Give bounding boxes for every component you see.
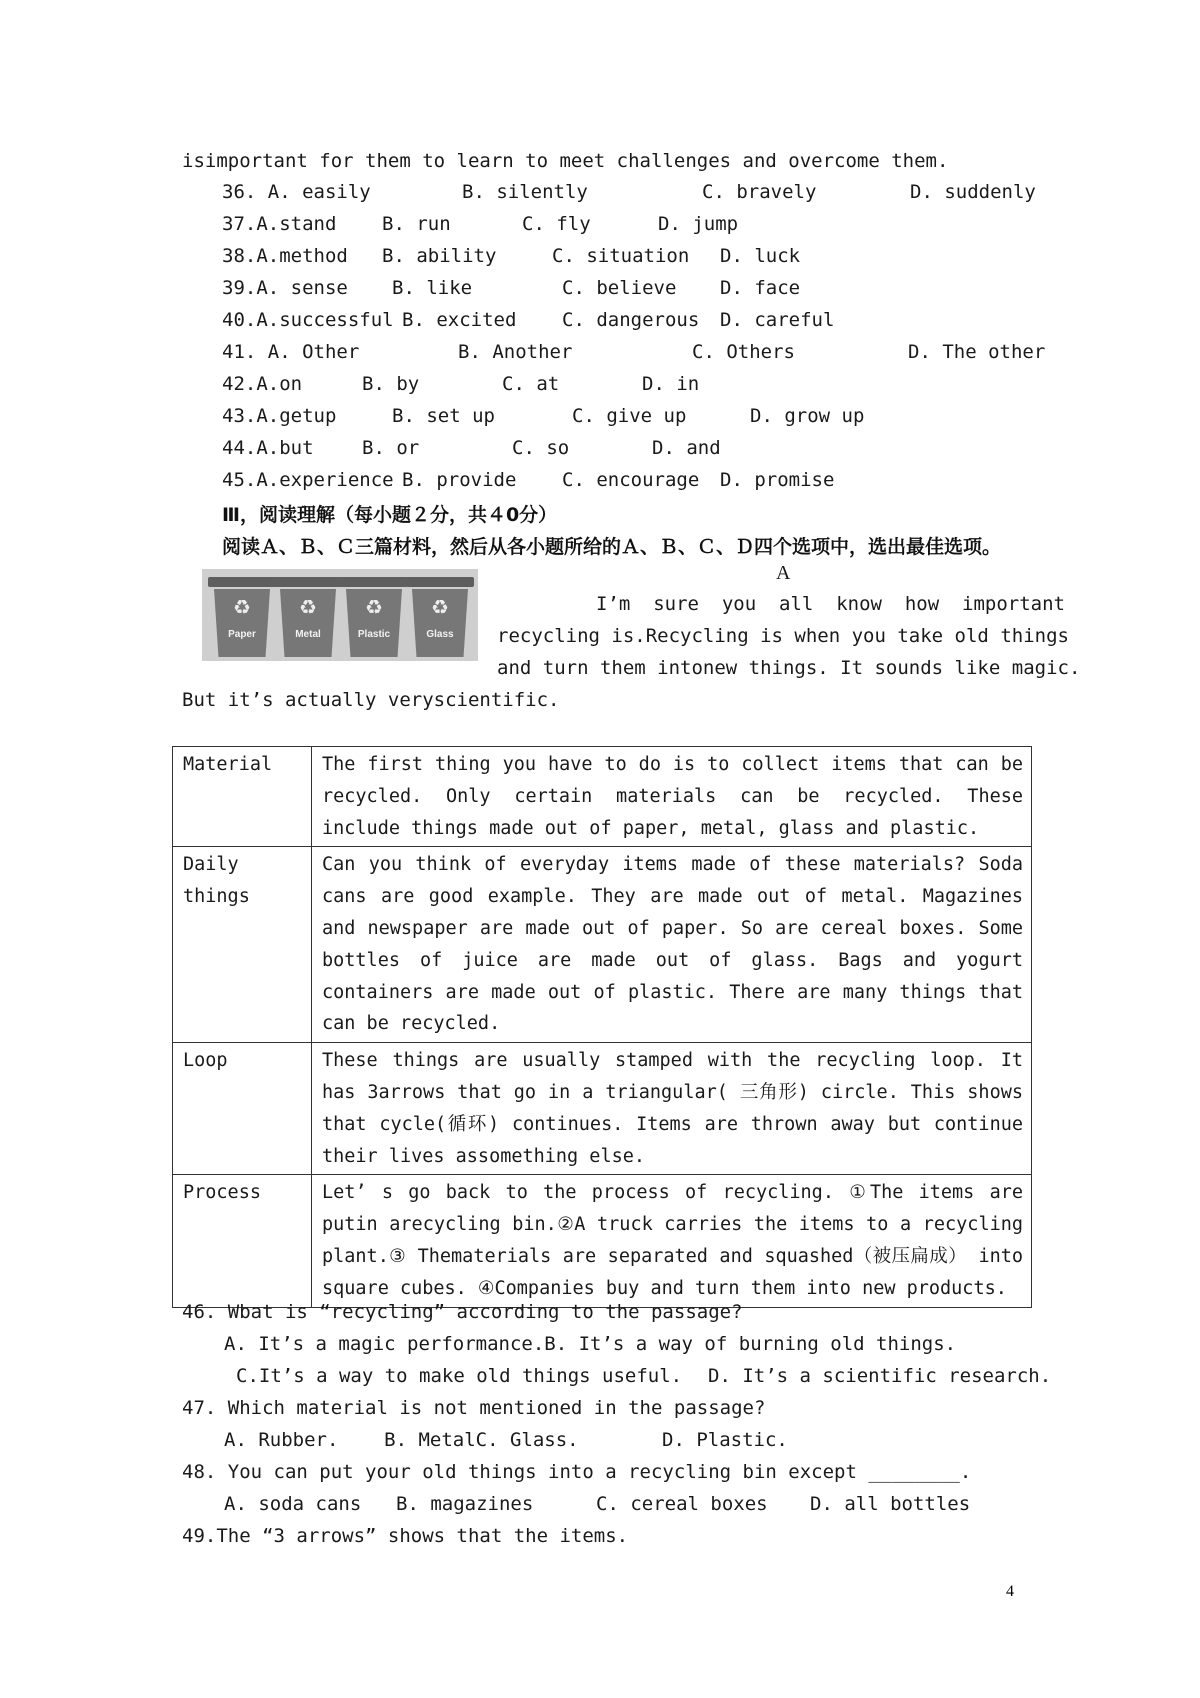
- option-40-c: C. dangerous: [562, 309, 700, 331]
- option-36-d: D. suddenly: [910, 181, 1036, 203]
- option-42-b: B. by: [362, 373, 420, 395]
- recycle-icon: ♻: [233, 595, 251, 619]
- option-40-d: D. careful: [720, 309, 835, 331]
- question-48-options: [224, 1493, 1044, 1519]
- row-body: These things are usually stamped with the recycling loop. It has 3arrows that go in a triangular( 三角形) circle. This shows that cycle(循环) continues. Items are thrown away but continue their lives assomething else.: [312, 1043, 1032, 1175]
- question-47-abc: A. Rubber. B. MetalC. Glass.: [224, 1429, 579, 1451]
- option-row-37: [222, 213, 1042, 239]
- passage-line-3: and turn them intonew things. It sounds like magic.: [497, 657, 1081, 679]
- option-43-c: C. give up: [572, 405, 687, 427]
- option-39-d: D. face: [720, 277, 801, 299]
- passage-line-2: recycling is.Recycling is when you take old things: [497, 625, 1069, 647]
- row-head: Material: [173, 747, 312, 847]
- row-body: Let’ s go back to the process of recycling. ①The items are putin arecycling bin.②A truck carries the items to a recycling plant.③ Thematerials are separated and squashed（被压扁成） into square cubes. ④Companies buy and turn them into new products.: [312, 1175, 1032, 1307]
- table-row: [173, 747, 1032, 847]
- option-45-b: B. provide: [402, 469, 517, 491]
- question-48-a: A. soda cans: [224, 1493, 362, 1515]
- option-38-b: B. ability: [382, 245, 497, 267]
- row-body: Can you think of everyday items made of these materials? Soda cans are good example. They are made out of metal. Magazines and newspaper are made out of paper. So are cereal boxes. Some bottles of juice are made out of glass. Bags and yogurt containers are made out of plastic. There are many things that can be recycled.: [312, 847, 1032, 1043]
- table-row: [173, 1175, 1032, 1307]
- row-head: Loop: [173, 1043, 312, 1175]
- intro-line: isimportant for them to learn to meet challenges and overcome them.: [182, 150, 949, 172]
- section-title: Ⅲ，阅读理解（每小题２分，共４0分）: [222, 504, 558, 526]
- question-46-c: C.It’s a way to make old things useful.: [236, 1365, 683, 1387]
- option-39-c: C. believe: [562, 277, 677, 299]
- recycle-icon: ♻: [365, 595, 383, 619]
- option-39-a: 39.A. sense: [222, 277, 348, 299]
- option-row-38: [222, 245, 1042, 271]
- glass-bin: ♻ Glass: [410, 577, 470, 657]
- option-row-41: [222, 341, 1046, 367]
- question-48: 48. You can put your old things into a recycling bin except ________.: [182, 1461, 972, 1483]
- section-instruction: 阅读Ａ、Ｂ、Ｃ三篇材料，然后从各小题所给的Ａ、Ｂ、Ｃ、Ｄ四个选项中，选出最佳选项。: [222, 536, 1002, 558]
- row-body: The first thing you have to do is to collect items that can be recycled. Only certain materials can be recycled. These include things made out of paper, metal, glass and plastic.: [312, 747, 1032, 847]
- option-row-43: [222, 405, 1042, 431]
- option-45-a: 45.A.experience: [222, 469, 394, 491]
- recycling-bins-image: [202, 569, 478, 661]
- option-41-a: 41. A. Other: [222, 341, 360, 363]
- question-46-ab: A. It’s a magic performance.B. It’s a way of burning old things.: [224, 1333, 957, 1355]
- option-37-c: C. fly: [522, 213, 591, 235]
- option-row-42: [222, 373, 1042, 399]
- question-46: 46. Wbat is “recycling” according to the passage?: [182, 1301, 743, 1323]
- paper-bin: ♻ Paper: [212, 577, 272, 657]
- option-36-b: B. silently: [462, 181, 588, 203]
- option-43-b: B. set up: [392, 405, 495, 427]
- row-head: Process: [173, 1175, 312, 1307]
- option-36-c: C. bravely: [702, 181, 817, 203]
- option-41-c: C. Others: [692, 341, 795, 363]
- option-37-d: D. jump: [658, 213, 739, 235]
- plastic-bin: ♻ Plastic: [344, 577, 404, 657]
- option-40-a: 40.A.successful: [222, 309, 394, 331]
- question-47-d: D. Plastic.: [662, 1429, 788, 1451]
- option-37-b: B. run: [382, 213, 451, 235]
- option-40-b: B. excited: [402, 309, 517, 331]
- row-head: Daily things: [173, 847, 312, 1043]
- option-row-45: [222, 469, 1042, 495]
- option-44-b: B. or: [362, 437, 420, 459]
- option-42-c: C. at: [502, 373, 560, 395]
- passage-label: A: [776, 562, 791, 584]
- option-row-40: [222, 309, 1042, 335]
- option-38-d: D. luck: [720, 245, 801, 267]
- table-row: [173, 847, 1032, 1043]
- recycle-icon: ♻: [431, 595, 449, 619]
- option-row-36: [222, 181, 1042, 207]
- question-47: 47. Which material is not mentioned in the passage?: [182, 1397, 766, 1419]
- option-42-d: D. in: [642, 373, 700, 395]
- table-row: [173, 1043, 1032, 1175]
- option-43-a: 43.A.getup: [222, 405, 337, 427]
- passage-line-4: But it’s actually veryscientific.: [182, 689, 560, 711]
- recycling-info-table: [172, 746, 1032, 1308]
- option-42-a: 42.A.on: [222, 373, 303, 395]
- option-37-a: 37.A.stand: [222, 213, 337, 235]
- option-44-d: D. and: [652, 437, 721, 459]
- question-48-d: D. all bottles: [810, 1493, 971, 1515]
- page-number: 4: [1006, 1583, 1014, 1600]
- recycle-icon: ♻: [299, 595, 317, 619]
- option-row-44: [222, 437, 1042, 463]
- option-38-a: 38.A.method: [222, 245, 348, 267]
- option-45-c: C. encourage: [562, 469, 700, 491]
- option-41-b: B. Another: [458, 341, 573, 363]
- question-46-d: D. It’s a scientific research.: [708, 1365, 1052, 1387]
- option-43-d: D. grow up: [750, 405, 865, 427]
- metal-bin: ♻ Metal: [278, 577, 338, 657]
- option-row-39: [222, 277, 1042, 303]
- option-39-b: B. like: [392, 277, 473, 299]
- option-38-c: C. situation: [552, 245, 690, 267]
- option-44-a: 44.A.but: [222, 437, 314, 459]
- option-41-d: D. The other: [908, 341, 1046, 363]
- question-48-c: C. cereal boxes: [596, 1493, 768, 1515]
- passage-line-1: I’m sure you all know how important: [596, 593, 1065, 615]
- option-36-a: 36. A. easily: [222, 181, 371, 203]
- question-48-b: B. magazines: [396, 1493, 534, 1515]
- question-49: 49.The “3 arrows” shows that the items.: [182, 1525, 629, 1547]
- option-44-c: C. so: [512, 437, 570, 459]
- option-45-d: D. promise: [720, 469, 835, 491]
